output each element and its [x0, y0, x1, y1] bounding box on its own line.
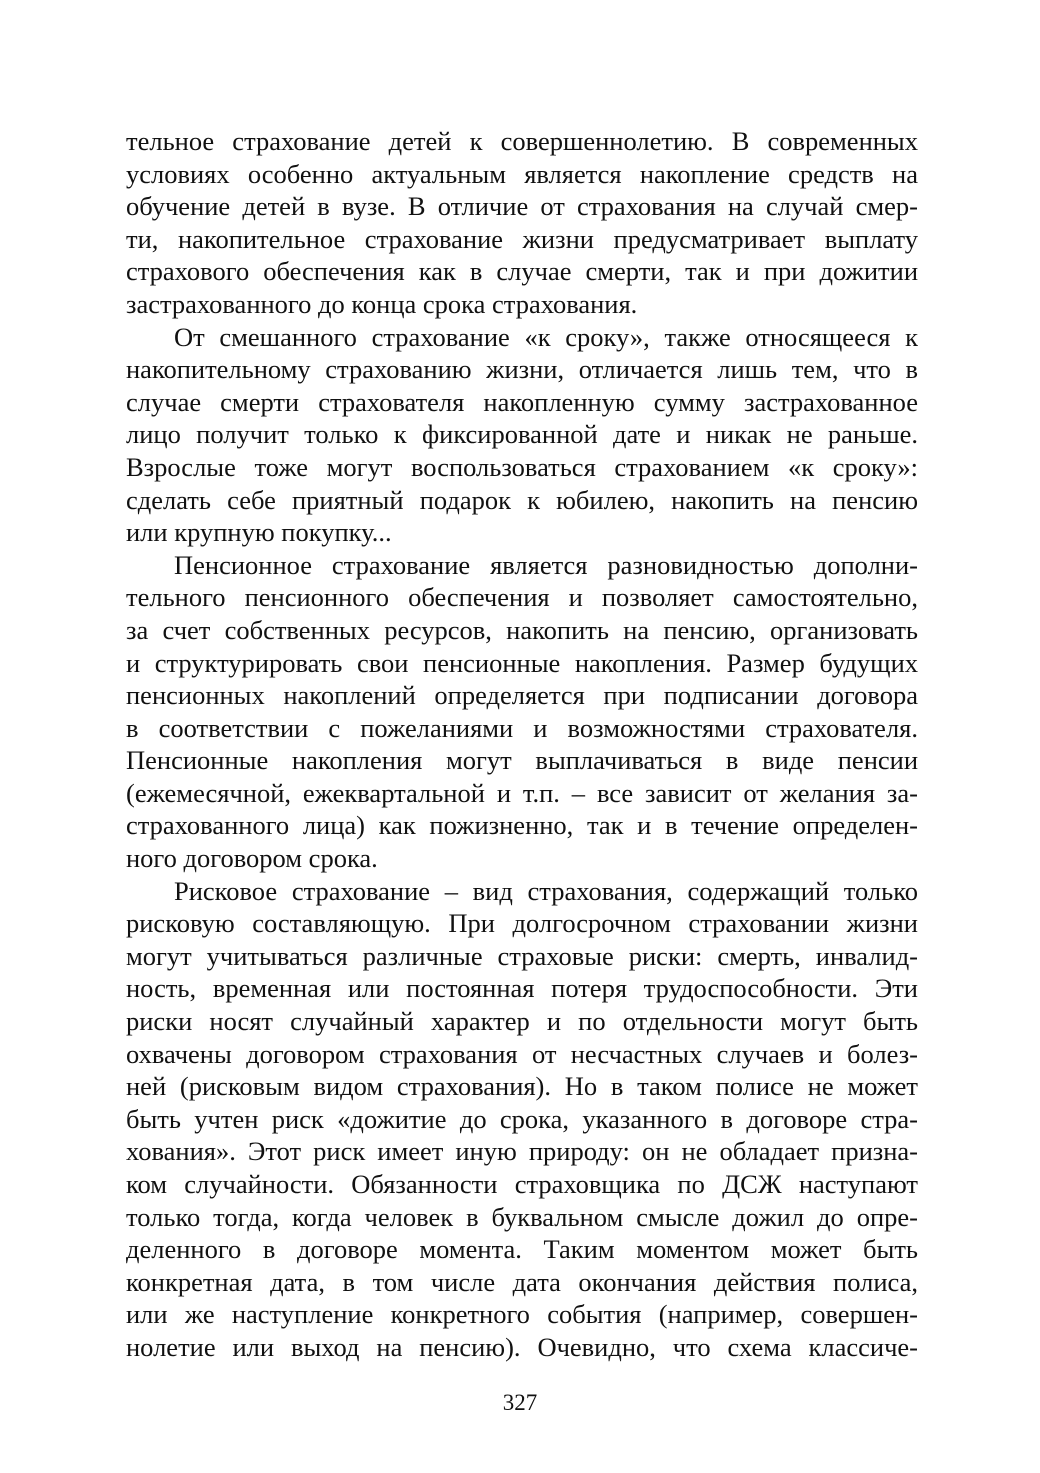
- text-line: или крупную покупку...: [126, 517, 392, 548]
- text-line: и структурировать свои пенсионные накопления. Размер будущих: [126, 647, 918, 678]
- text-line: нолетие или выход на пенсию). Очевидно, что схема классиче-: [126, 1331, 918, 1362]
- text-line: ность, временная или постоянная потеря трудоспособности. Эти: [126, 973, 918, 1004]
- text-line: От смешанного страхование «к сроку», также относящееся к: [174, 321, 918, 352]
- page-number: 327: [502, 1390, 538, 1415]
- text-line: риски носят случайный характер и по отдельности могут быть: [126, 1006, 918, 1037]
- text-line: страхованного лица) как пожизненно, так и в течение определен-: [126, 810, 918, 841]
- text-line: условиях особенно актуальным является накопление средств на: [126, 158, 918, 189]
- paragraph-2: [126, 321, 918, 549]
- text-line: лицо получит только к фиксированной дате и никак не раньше.: [126, 419, 918, 450]
- text-line: охвачены договором страхования от несчастных случаев и болез-: [126, 1038, 918, 1069]
- text-line: конкретная дата, в том числе дата окончания действия полиса,: [126, 1266, 918, 1297]
- text-line: тельное страхование детей к совершеннолетию. В современных: [126, 126, 918, 156]
- text-line: хования». Этот риск имеет иную природу: он не обладает призна-: [126, 1136, 918, 1167]
- paragraph-1: [126, 125, 918, 321]
- text-line: ком случайности. Обязанности страховщика по ДСЖ наступают: [126, 1169, 918, 1199]
- text-line: за счет собственных ресурсов, накопить на пенсию, организовать: [126, 614, 918, 645]
- text-line: тельного пенсионного обеспечения и позволяет самостоятельно,: [126, 582, 918, 613]
- text-line: ней (рисковым видом страхования). Но в таком полисе не может: [126, 1071, 918, 1102]
- paragraph-4: [126, 875, 918, 1364]
- text-line: (ежемесячной, ежеквартальной и т.п. – все зависит от желания за-: [126, 777, 918, 808]
- text-line: ного договором срока.: [126, 843, 378, 874]
- text-line: только тогда, когда человек в буквальном смысле дожил до опре-: [126, 1201, 918, 1232]
- text-line: ти, накопительное страхование жизни предусматривает выплату: [126, 223, 918, 254]
- text-line: обучение детей в вузе. В отличие от страхования на случай смер-: [126, 191, 918, 222]
- text-line: деленного в договоре момента. Таким моментом может быть: [126, 1234, 918, 1265]
- text-line: Взрослые тоже могут воспользоваться страхованием «к сроку»:: [126, 451, 918, 482]
- text-line: страхового обеспечения как в случае смерти, так и при дожитии: [126, 256, 918, 287]
- text-line: Рисковое страхование – вид страхования, содержащий только: [174, 875, 918, 906]
- paragraph-3: [126, 549, 918, 875]
- text-line: в соответствии с пожеланиями и возможностями страхователя.: [126, 712, 918, 743]
- text-line: случае смерти страхователя накопленную сумму застрахованное: [126, 386, 918, 417]
- text-line: или же наступление конкретного события (например, совершен-: [126, 1299, 918, 1330]
- text-line: сделать себе приятный подарок к юбилею, накопить на пенсию: [126, 484, 918, 515]
- text-line: пенсионных накоплений определяется при подписании договора: [126, 680, 918, 711]
- page-body: [126, 125, 918, 1364]
- text-line: быть учтен риск «дожитие до срока, указанного в договоре стра-: [126, 1103, 918, 1134]
- text-line: застрахованного до конца срока страхования.: [126, 288, 638, 319]
- text-line: накопительному страхованию жизни, отличается лишь тем, что в: [126, 354, 918, 385]
- text-line: Пенсионное страхование является разновидностью дополни-: [174, 549, 918, 580]
- text-line: могут учитываться различные страховые риски: смерть, инвалид-: [126, 940, 918, 971]
- text-line: Пенсионные накопления могут выплачиваться в виде пенсии: [126, 745, 918, 776]
- text-line: рисковую составляющую. При долгосрочном страховании жизни: [126, 908, 918, 939]
